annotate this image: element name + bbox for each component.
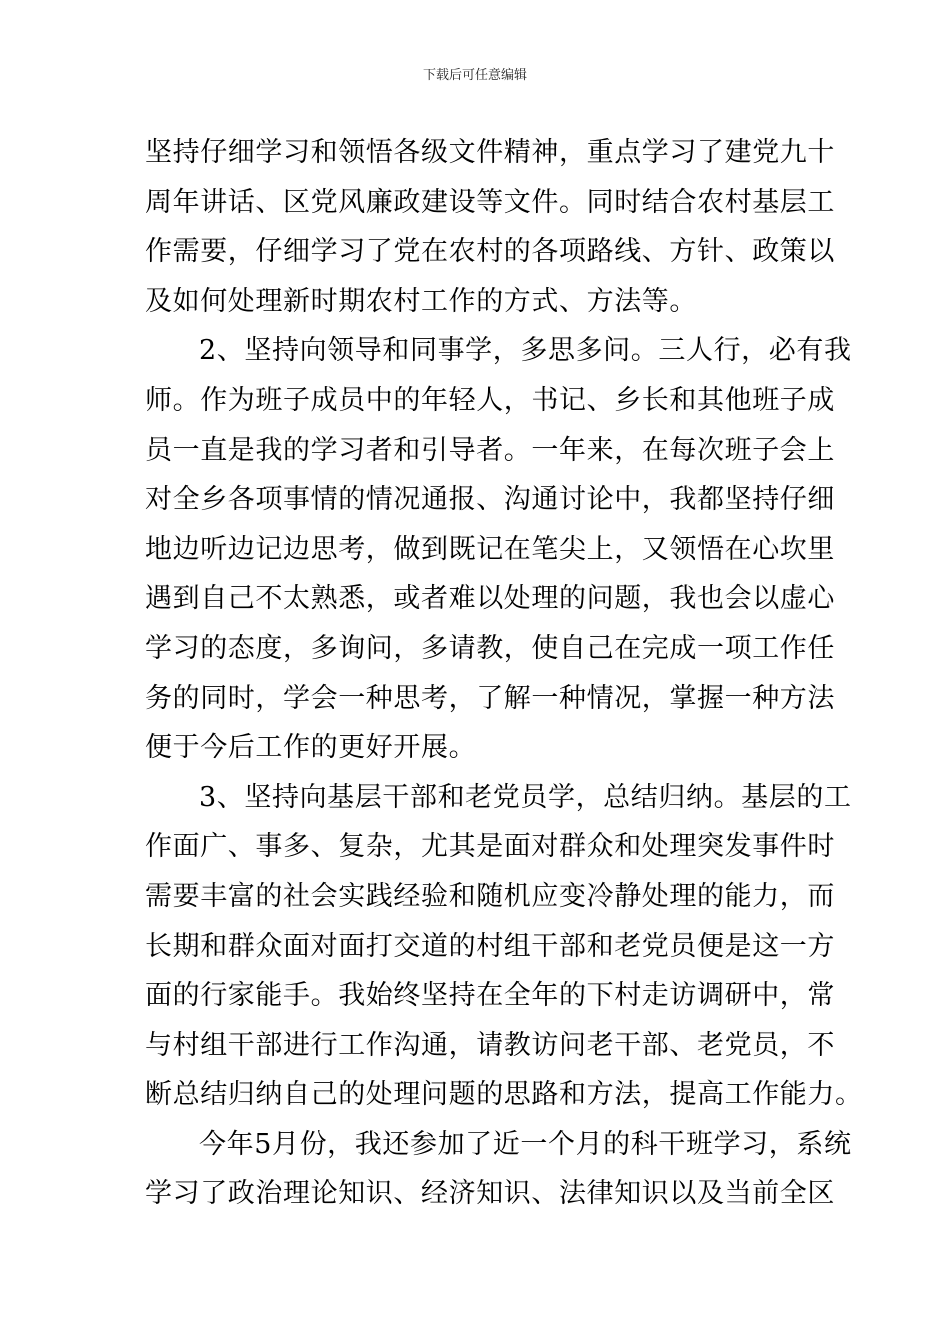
text-line: 员一直是我的学习者和引导者。一年来，在每次班子会上 (145, 434, 835, 466)
text-line: 便于今后工作的更好开展。 (145, 732, 477, 764)
text-line: 与村组干部进行工作沟通，请教访问老干部、老党员，不 (145, 1029, 835, 1061)
text-line: 地边听边记边思考，做到既记在笔尖上，又领悟在心坎里 (145, 533, 835, 565)
body-text (145, 128, 863, 1219)
text-line: 作需要，仔细学习了党在农村的各项路线、方针、政策以 (145, 236, 835, 268)
text-line: 师。作为班子成员中的年轻人，书记、乡长和其他班子成 (145, 384, 835, 416)
text-line: 今年5月份，我还参加了近一个月的科干班学习，系统 (199, 1128, 852, 1160)
text-line: 作面广、事多、复杂，尤其是面对群众和处理突发事件时 (145, 831, 835, 863)
text-line: 面的行家能手。我始终坚持在全年的下村走访调研中，常 (145, 980, 835, 1012)
text-line: 需要丰富的社会实践经验和随机应变冷静处理的能力，而 (145, 880, 835, 912)
text-line: 坚持仔细学习和领悟各级文件精神，重点学习了建党九十 (145, 137, 835, 168)
text-line: 对全乡各项事情的情况通报、沟通讨论中，我都坚持仔细 (145, 484, 835, 516)
text-line: 长期和群众面对面打交道的村组干部和老党员便是这一方 (145, 930, 835, 962)
page-header: 下载后可任意编辑 (422, 68, 527, 83)
text-line: 3、坚持向基层干部和老党员学，总结归纳。基层的工 (199, 781, 852, 813)
text-line: 学习的态度，多询问，多请教，使自己在完成一项工作任 (145, 632, 835, 664)
text-line: 学习了政治理论知识、经济知识、法律知识以及当前全区 (145, 1178, 835, 1210)
text-line: 2、坚持向领导和同事学，多思多问。三人行，必有我 (199, 335, 852, 367)
text-line: 遇到自己不太熟悉，或者难以处理的问题，我也会以虚心 (145, 583, 835, 615)
text-line: 周年讲话、区党风廉政建设等文件。同时结合农村基层工 (145, 186, 835, 218)
text-line: 及如何处理新时期农村工作的方式、方法等。 (145, 285, 697, 317)
text-line: 务的同时，学会一种思考，了解一种情况，掌握一种方法 (145, 682, 835, 714)
text-line: 断总结归纳自己的处理问题的思路和方法，提高工作能力。 (145, 1079, 863, 1111)
